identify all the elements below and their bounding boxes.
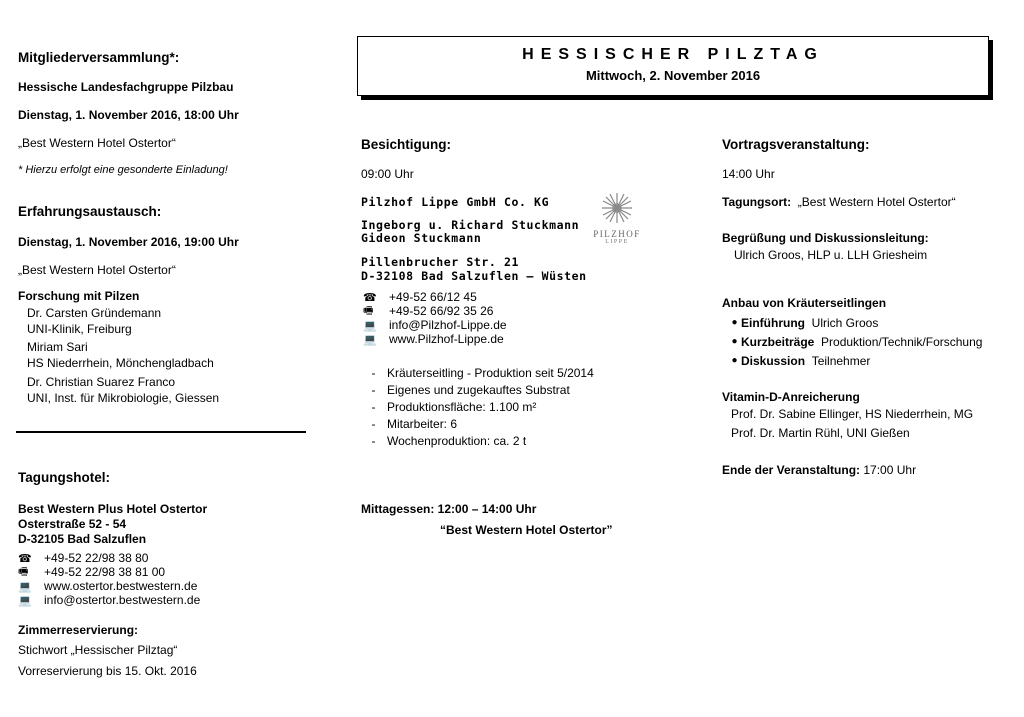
members-note: * Hierzu erfolgt eine gesonderte Einladung!	[18, 164, 228, 176]
computer-icon: 💻	[363, 319, 377, 332]
reservation-keyword: Stichwort „Hessischer Pilztag“	[18, 643, 178, 657]
owners	[361, 219, 579, 245]
exchange-date: Dienstag, 1. November 2016, 19:00 Uhr	[18, 235, 239, 249]
vitamin-speaker-2: Prof. Dr. Martin Rühl, UNI Gießen	[731, 426, 910, 440]
contact-text: +49-52 66/12 45	[389, 290, 477, 304]
contact-fax	[18, 565, 200, 579]
hotel-heading: Tagungshotel:	[18, 470, 110, 485]
owners-line-1: Ingeborg u. Richard Stuckmann	[361, 218, 580, 232]
visit-heading: Besichtigung:	[361, 137, 451, 152]
speaker-3	[27, 374, 219, 406]
end-line	[722, 463, 916, 477]
venue-label: Tagungsort:	[722, 195, 792, 209]
computer-icon: 💻	[363, 333, 377, 346]
welcome-person: Ulrich Groos, HLP u. LLH Griesheim	[734, 248, 928, 262]
farm-address	[361, 255, 587, 283]
talks-heading: Vortragsveranstaltung:	[722, 137, 870, 152]
venue-value: „Best Western Hotel Ostertor“	[797, 195, 956, 209]
list-item: ● Einführung Ulrich Groos	[731, 315, 879, 330]
list-item: - Kräuterseitling - Produktion seit 5/2014	[371, 366, 594, 380]
list-item: - Eigenes und zugekauftes Substrat	[371, 383, 570, 397]
talks-time: 14:00 Uhr	[722, 167, 775, 181]
contact-email	[363, 318, 507, 332]
list-item: ● Diskussion Teilnehmer	[731, 353, 871, 368]
list-item: ● Kurzbeiträge Produktion/Technik/Forschung	[731, 334, 983, 349]
logo-subtext: LIPPE	[605, 239, 629, 245]
computer-icon: 💻	[18, 594, 32, 607]
welcome-heading: Begrüßung und Diskussionsleitung:	[722, 231, 929, 245]
exchange-heading: Erfahrungsaustausch:	[18, 204, 162, 219]
contact-text: www.ostertor.bestwestern.de	[44, 579, 198, 593]
visit-time: 09:00 Uhr	[361, 167, 414, 181]
contact-text: info@Pilzhof-Lippe.de	[389, 318, 507, 332]
fax-icon: 🖷	[18, 565, 29, 578]
contact-text: +49-52 22/98 38 80	[44, 551, 149, 565]
page-title: HESSISCHER PILZTAG	[522, 46, 824, 63]
fax-icon: 🖷	[363, 304, 374, 317]
logo-text: PILZHOF	[593, 229, 641, 239]
phone-icon: ☎	[18, 552, 32, 565]
members-venue: „Best Western Hotel Ostertor“	[18, 136, 176, 150]
speaker-org: UNI, Inst. für Mikrobiologie, Giessen	[27, 391, 220, 405]
event-date: Mittwoch, 2. November 2016	[585, 68, 761, 83]
farm-street: Pillenbrucher Str. 21	[361, 255, 519, 269]
contact-fax	[363, 304, 507, 318]
end-time: 17:00 Uhr	[863, 463, 917, 477]
reservation-heading: Zimmerreservierung:	[18, 623, 139, 637]
speaker-org: UNI-Klinik, Freiburg	[27, 322, 132, 336]
hotel-name: Best Western Plus Hotel Ostertor	[18, 502, 208, 516]
list-item: - Produktionsfläche: 1.100 m²	[371, 400, 537, 414]
contact-web	[18, 579, 200, 593]
contact-web	[363, 332, 507, 346]
mushroom-star-icon	[597, 190, 637, 226]
members-group: Hessische Landesfachgruppe Pilzbau	[18, 80, 234, 94]
list-item: - Mitarbeiter: 6	[371, 417, 458, 431]
exchange-venue: „Best Western Hotel Ostertor“	[18, 263, 176, 277]
hotel-contacts	[18, 551, 200, 607]
farm-contacts	[363, 290, 507, 346]
hotel-city: D-32105 Bad Salzuflen	[18, 532, 147, 546]
contact-text: +49-52 66/92 35 26	[389, 304, 494, 318]
cultivation-heading: Anbau von Kräuterseitlingen	[722, 296, 887, 310]
end-label: Ende der Veranstaltung:	[722, 463, 861, 477]
owners-line-2: Gideon Stuckmann	[361, 231, 482, 245]
company-name: Pilzhof Lippe GmbH Co. KG	[361, 195, 550, 209]
vitamin-speaker-1: Prof. Dr. Sabine Ellinger, HS Niederrhein, MG	[731, 407, 974, 421]
contact-text: www.Pilzhof-Lippe.de	[389, 332, 504, 346]
speaker-2	[27, 339, 214, 371]
hotel-address	[18, 502, 207, 547]
vitamin-heading: Vitamin-D-Anreicherung	[722, 390, 860, 404]
farm-city: D-32108 Bad Salzuflen – Wüsten	[361, 269, 587, 283]
contact-email	[18, 593, 200, 607]
speaker-name: Dr. Carsten Gründemann	[27, 306, 162, 320]
contact-text: +49-52 22/98 38 81 00	[44, 565, 166, 579]
computer-icon: 💻	[18, 580, 32, 593]
phone-icon: ☎	[363, 291, 377, 304]
farm-facts	[360, 366, 594, 451]
venue-line	[722, 195, 956, 209]
cultivation-list	[728, 313, 982, 370]
lunch-venue: “Best Western Hotel Ostertor”	[440, 523, 613, 537]
research-heading: Forschung mit Pilzen	[18, 289, 140, 303]
members-heading: Mitgliederversammlung*:	[18, 50, 180, 65]
members-date: Dienstag, 1. November 2016, 18:00 Uhr	[18, 108, 239, 122]
speaker-name: Miriam Sari	[27, 340, 88, 354]
lunch-time: Mittagessen: 12:00 – 14:00 Uhr	[361, 502, 537, 516]
reservation-deadline: Vorreservierung bis 15. Okt. 2016	[18, 664, 197, 678]
speaker-1	[27, 305, 161, 337]
hotel-street: Osterstraße 52 - 54	[18, 517, 127, 531]
contact-text: info@ostertor.bestwestern.de	[44, 593, 201, 607]
speaker-org: HS Niederrhein, Mönchengladbach	[27, 356, 214, 370]
divider	[16, 431, 306, 433]
speaker-name: Dr. Christian Suarez Franco	[27, 375, 176, 389]
list-item: - Wochenproduktion: ca. 2 t	[371, 434, 527, 448]
title-box	[357, 36, 989, 96]
contact-phone	[18, 551, 200, 565]
pilzhof-logo	[586, 190, 648, 246]
